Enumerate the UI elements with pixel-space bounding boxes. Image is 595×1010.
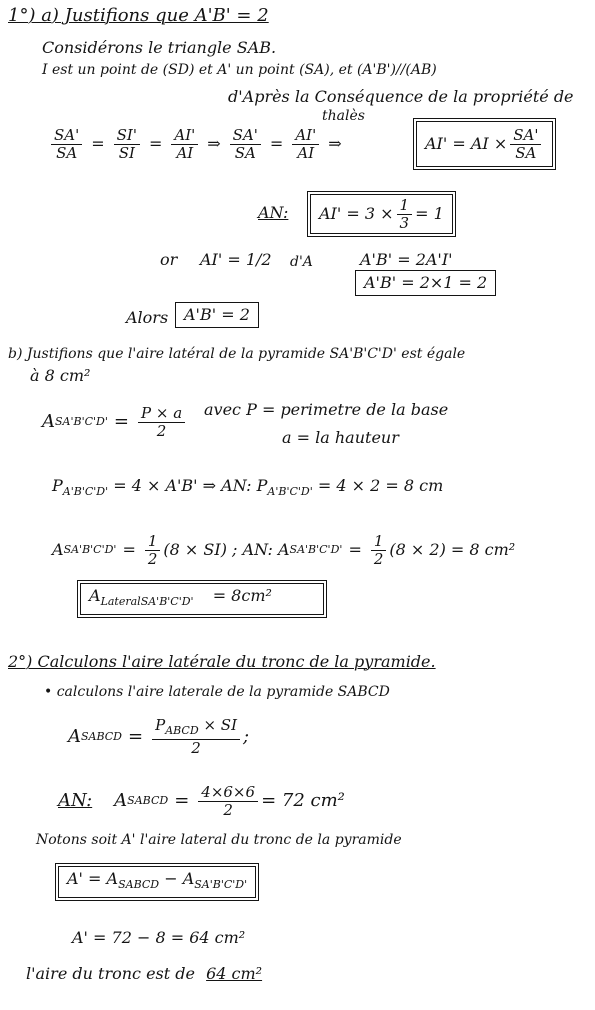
height-definition: a = la hauteur — [282, 428, 399, 447]
or-expression: AI' = 1/2 — [200, 250, 272, 269]
boxed-trunk-formula: $A' = A_{SABCD} - A_{SA'B'C'D'}$ — [58, 866, 256, 898]
lateral-area-formula: A SA'B'C'D' = $\frac{P \times a}{2}$ — [42, 398, 188, 446]
boxed-ab-final: A'B' = 2 — [175, 302, 259, 328]
fraction-sa-3: $\frac{SA'}{SA}$ — [510, 127, 541, 162]
boxed-ai-value: AI' = 3 × $\frac{1}{3}$ = 1 — [310, 194, 453, 234]
part1a-line3: d'Après la Conséquence de la propriété de — [228, 87, 574, 106]
or-word: or — [160, 250, 178, 269]
boxed-ab-value: A'B' = 2×1 = 2 — [355, 270, 496, 296]
fraction-p-times-a: $\frac{P \times a}{2}$ — [138, 405, 185, 440]
strike-hint: d'A — [290, 254, 313, 270]
part1b-heading-line1: b) Justifions que l'aire latéral de la pyramide SA'B'C'D' est égale — [8, 346, 466, 362]
fraction-si: $\frac{SI'}{SI}$ — [114, 127, 140, 162]
conclusion: l'aire du tronc est de 64 cm² — [26, 964, 263, 983]
fraction-one-third: $\frac{1}{3}$ — [397, 197, 413, 232]
fraction-ai-2: $\frac{AI'}{AI}$ — [292, 127, 319, 162]
boxed-lateral-area: $A_{LateralSA'B'C'D'} = 8cm^2$ — [80, 583, 324, 615]
part1a-line1: Considérons le triangle SAB. — [42, 38, 277, 57]
pyramid-area-value: AN: A SABCD = $\frac{4\times 6\times 6}{2}$ = 72 cm² — [58, 782, 345, 819]
thales-word: thalès — [322, 108, 365, 124]
lateral-area-calc: A SA'B'C'D' = $\frac{1}{2}$ (8 × SI) ; AN: A SA'B'C'D' = $\frac{1}{2}$ (8 × 2) = 8 cm² — [52, 531, 516, 568]
part2-subheading: • calculons l'aire laterale de la pyramide SABCD — [44, 684, 390, 700]
fraction-half-2: $\frac{1}{2}$ — [371, 533, 387, 568]
perimeter-line: $P_{A'B'C'D'} = 4 \times A'B'$ ⇒ AN: $P_{A'B'C'D'} = 4 \times 2 = 8$ cm — [52, 476, 444, 499]
notons-line: Notons soit A' l'aire lateral du tronc de la pyramide — [36, 832, 402, 848]
ab-relation: A'B' = 2A'I' — [360, 250, 453, 269]
fraction-4x6x6: $\frac{4\times 6\times 6}{2}$ — [198, 784, 258, 819]
trunk-calc: A' = 72 − 8 = 64 cm² — [72, 928, 246, 947]
pyramid-area-formula: A SABCD = $\frac{P_{ABCD} \times SI}{2}$ ; — [68, 716, 250, 757]
fraction-sa: $\frac{SA'}{SA}$ — [51, 127, 82, 162]
boxed-ai-formula: AI' = AI × $\frac{SA'}{SA}$ — [416, 121, 553, 167]
perimeter-definition: avec P = perimetre de la base — [204, 400, 449, 419]
alors-word: Alors — [126, 308, 169, 327]
fraction-ai: $\frac{AI'}{AI}$ — [171, 127, 198, 162]
fraction-perimeter-si: $\frac{P_{ABCD} \times SI}{2}$ — [152, 717, 240, 757]
an-label: AN: — [258, 203, 289, 222]
thales-ratio-chain: $\frac{SA'}{SA}$ = $\frac{SI'}{SI}$ = $\frac{AI'}{AI}$ ⇒ $\frac{SA'}{SA}$ = $\frac{AI'}{AI}$ ⇒ — [48, 120, 348, 168]
part1b-heading-line2: à 8 cm² — [30, 366, 91, 385]
part2-heading: 2°) Calculons l'aire latérale du tronc de la pyramide. — [8, 652, 436, 671]
fraction-sa-2: $\frac{SA'}{SA}$ — [230, 127, 261, 162]
part1a-heading: 1°) a) Justifions que A'B' = 2 — [8, 5, 269, 26]
part1a-line2: I est un point de (SD) et A' un point (SA), et (A'B')//(AB) — [42, 62, 437, 78]
fraction-half: $\frac{1}{2}$ — [145, 533, 161, 568]
